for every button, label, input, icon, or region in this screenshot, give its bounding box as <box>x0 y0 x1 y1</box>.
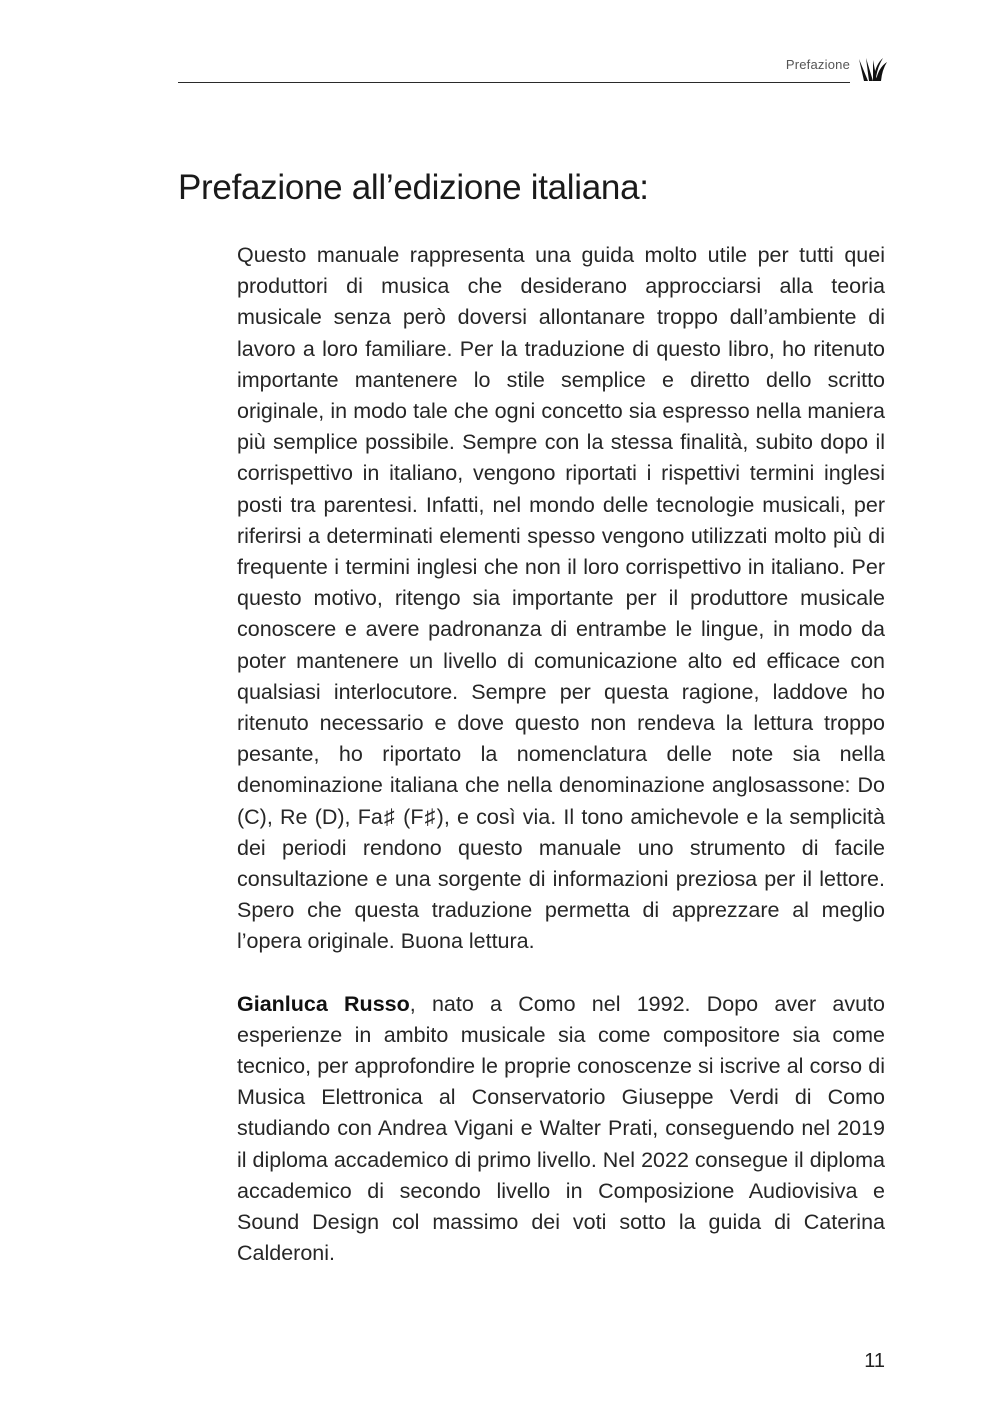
running-header-title: Prefazione <box>785 57 850 72</box>
running-header <box>178 56 850 83</box>
translator-bio-paragraph <box>237 989 885 1270</box>
body-text <box>237 240 885 1270</box>
translator-bio-text: , nato a Como nel 1992. Dopo aver avuto esperienze in ambito musicale sia come compositore sia come tecnico, per approfondire le proprie conoscenze si iscrive al corso di Musica Elettronica al Conservatorio Giuseppe Verdi di Como studiando con Andrea Vigani e Walter Prati, conseguendo nel 2019 il diploma accademico di primo livello. Nel 2022 consegue il diploma accademico di secondo livello in Composizione Audiovisiva e Sound Design col massimo dei voti sotto la guida di Caterina Calderoni. <box>237 991 885 1266</box>
preface-paragraph: Questo manuale rappresenta una guida molto utile per tutti quei produttori di musica che desiderano approcciarsi alla teoria musicale senza però doversi allontanare troppo dall’ambiente di lavoro a loro familiare. Per la traduzione di questo libro, ho ritenuto importante mantenere lo stile semplice e diretto dello scritto originale, in modo tale che ogni concetto sia espresso nella maniera più semplice possibile. Sempre con la stessa finalità, subito dopo il corrispettivo in italiano, vengono riportati i rispettivi termini inglesi posti tra parentesi. Infatti, nel mondo delle tecnologie musicali, per riferirsi a determinati elementi spesso vengono utilizzati molto più di frequente i termini inglesi che non il loro corrispettivo in italiano. Per questo motivo, ritengo sia importante per il produttore musicale conoscere e avere padronanza di entrambe le lingue, in modo da poter mantenere un livello di comunicazione alto ed efficace con qualsiasi interlocutore. Sempre per questa ragione, laddove ho ritenuto necessario e dove questo non rendeva la lettura troppo pesante, ho riportato la nomenclatura delle note sia nella denominazione italiana che nella denominazione anglosassone: Do (C), Re (D), Fa♯ (F♯), e così via. Il tono amichevole e la semplicità dei periodi rendono questo manuale uno strumento di facile consultazione e una sorgente di informazioni preziosa per il lettore. Spero che questa traduzione permetta di apprezzare al meglio l’opera originale. Buona lettura. <box>237 243 885 954</box>
translator-name: Gianluca Russo <box>237 991 410 1016</box>
page-number: 11 <box>864 1350 885 1372</box>
publisher-leaf-logo-icon <box>858 56 888 82</box>
chapter-title: Prefazione all’edizione italiana: <box>178 168 649 207</box>
